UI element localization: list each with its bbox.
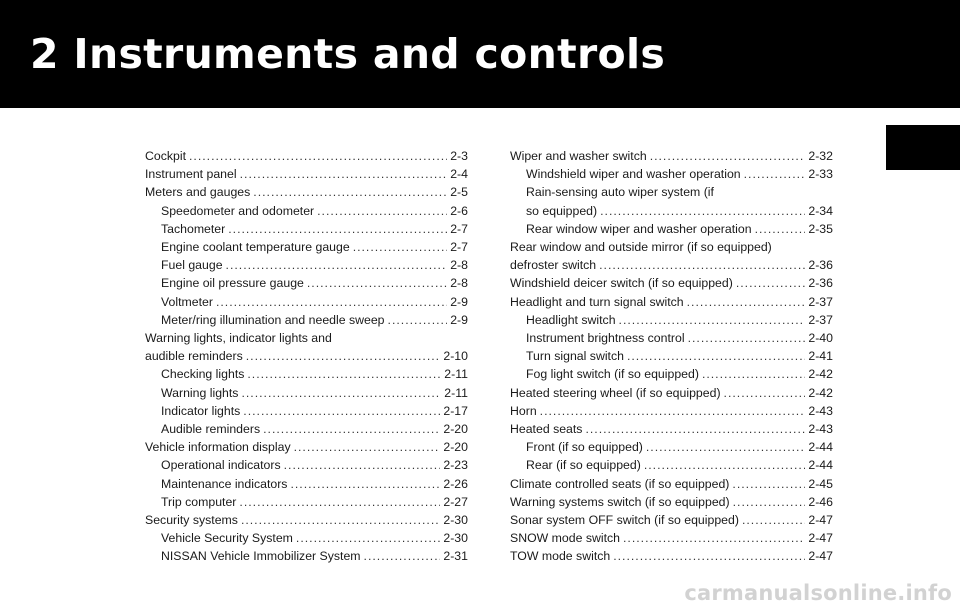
toc-entry-title: Climate controlled seats (if so equipped) (510, 476, 730, 491)
toc-entry-title: Warning lights (161, 385, 239, 400)
toc-dot-leader (732, 475, 805, 493)
toc-dot-leader (600, 202, 805, 220)
toc-entry[interactable] (510, 511, 833, 529)
toc-entry[interactable] (145, 293, 468, 311)
toc-dot-leader (239, 493, 440, 511)
toc-entry[interactable] (510, 438, 833, 456)
toc-entry[interactable] (145, 456, 468, 474)
toc-entry-title: Indicator lights (161, 403, 241, 418)
toc-entry-page: 2-47 (808, 549, 833, 564)
toc-entry[interactable] (145, 365, 468, 383)
toc-entry-title: Warning lights, indicator lights and (145, 331, 332, 346)
chapter-title: 2 Instruments and controls (30, 30, 666, 78)
toc-entry-page: 2-27 (443, 494, 468, 509)
toc-dot-leader (599, 256, 805, 274)
watermark: carmanualsonline.info (684, 581, 952, 605)
toc-entry[interactable] (510, 347, 833, 365)
toc-entry-page: 2-30 (443, 513, 468, 528)
toc-entry-page: 2-37 (808, 312, 833, 327)
toc-entry-title: Operational indicators (161, 458, 281, 473)
toc-dot-leader (364, 547, 441, 565)
toc-entry[interactable] (510, 402, 833, 420)
toc-entry[interactable] (510, 365, 833, 383)
toc-entry-title: Headlight switch (526, 312, 616, 327)
toc-entry-title: Speedometer and odometer (161, 203, 315, 218)
toc-entry[interactable] (510, 547, 833, 565)
toc-entry-page: 2-35 (808, 221, 833, 236)
toc-dot-leader (294, 438, 441, 456)
toc-entry-title: Windshield deicer switch (if so equipped) (510, 276, 733, 291)
toc-entry[interactable] (510, 329, 833, 347)
toc-entry[interactable] (145, 493, 468, 511)
toc-dot-leader (247, 365, 441, 383)
toc-entry-title: Fog light switch (if so equipped) (526, 367, 699, 382)
toc-entry-title: NISSAN Vehicle Immobilizer System (161, 549, 361, 564)
toc-entry-title: Security systems (145, 513, 238, 528)
toc-entry[interactable] (145, 220, 468, 238)
toc-entry-page: 2-7 (450, 221, 468, 236)
toc-dot-leader (226, 256, 448, 274)
toc-dot-leader (736, 274, 806, 292)
toc-entry-title: Engine oil pressure gauge (161, 276, 304, 291)
toc-entry-title: Trip computer (161, 494, 237, 509)
toc-entry-page: 2-44 (808, 458, 833, 473)
toc-dot-leader (733, 493, 806, 511)
toc-entry-page: 2-4 (450, 167, 468, 182)
toc-entry[interactable] (510, 147, 833, 165)
toc-entry[interactable] (510, 274, 833, 292)
toc-dot-leader (189, 147, 447, 165)
toc-entry[interactable] (510, 165, 833, 183)
toc-dot-leader (263, 420, 440, 438)
toc-dot-leader (650, 147, 806, 165)
toc-entry[interactable] (145, 274, 468, 292)
toc-entry-title: Meters and gauges (145, 185, 251, 200)
toc-dot-leader (724, 384, 806, 402)
toc-entry-title: Vehicle Security System (161, 531, 293, 546)
toc-dot-leader (284, 456, 441, 474)
toc-entry-page: 2-43 (808, 422, 833, 437)
toc-entry-page: 2-36 (808, 276, 833, 291)
toc-dot-leader (613, 547, 805, 565)
toc-dot-leader (627, 347, 805, 365)
toc-entry-title: Front (if so equipped) (526, 440, 643, 455)
toc-entry-page: 2-43 (808, 403, 833, 418)
toc-entry[interactable] (145, 238, 468, 256)
toc-entry[interactable] (510, 220, 833, 238)
toc-entry-page: 2-37 (808, 294, 833, 309)
toc-dot-leader (307, 274, 447, 292)
toc-entry[interactable] (145, 511, 468, 529)
toc-entry-page: 2-41 (808, 349, 833, 364)
toc-entry-title: TOW mode switch (510, 549, 611, 564)
toc-entry-title: Rear window and outside mirror (if so equipped) (510, 240, 772, 255)
toc-entry-title: Heated steering wheel (if so equipped) (510, 385, 721, 400)
toc-entry-title: defroster switch (510, 258, 597, 273)
toc-entry-title: Rear (if so equipped) (526, 458, 641, 473)
toc-entry[interactable] (510, 420, 833, 438)
toc-entry-title: Checking lights (161, 367, 245, 382)
toc-entry-page: 2-47 (808, 531, 833, 546)
toc-dot-leader (241, 511, 440, 529)
toc-dot-leader (687, 293, 806, 311)
toc-entry[interactable] (145, 402, 468, 420)
toc-column-left (145, 147, 468, 566)
toc-entry-title: Instrument brightness control (526, 331, 685, 346)
toc-entry-page: 2-46 (808, 494, 833, 509)
toc-entry-page: 2-5 (450, 185, 468, 200)
toc-entry-page: 2-20 (443, 440, 468, 455)
toc-entry-title: Turn signal switch (526, 349, 624, 364)
toc-entry[interactable] (510, 475, 833, 493)
toc-entry-page: 2-11 (444, 367, 468, 382)
toc-entry-title: Wiper and washer switch (510, 149, 647, 163)
toc-entry-page: 2-9 (450, 312, 468, 327)
toc-entry-page: 2-26 (443, 476, 468, 491)
toc-entry-page: 2-42 (808, 385, 833, 400)
toc-entry[interactable] (510, 311, 833, 329)
toc-entry[interactable] (510, 293, 833, 311)
toc-entry[interactable] (510, 384, 833, 402)
chapter-header-band (0, 0, 960, 108)
toc-dot-leader (246, 347, 441, 365)
toc-entry[interactable] (145, 438, 468, 456)
toc-entry-title: SNOW mode switch (510, 531, 621, 546)
toc-entry-page: 2-33 (808, 167, 833, 182)
toc-entry[interactable] (510, 456, 833, 474)
toc-entry[interactable] (510, 529, 833, 547)
toc-entry-title: Instrument panel (145, 167, 237, 182)
toc-entry-page: 2-44 (808, 440, 833, 455)
toc-entry-page: 2-42 (808, 367, 833, 382)
toc-entry[interactable] (145, 311, 468, 329)
toc-entry-page: 2-32 (808, 149, 833, 163)
toc-entry[interactable] (510, 238, 833, 274)
toc-entry-title: Maintenance indicators (161, 476, 288, 491)
toc-entry[interactable] (145, 165, 468, 183)
toc-dot-leader (688, 329, 806, 347)
toc-dot-leader (216, 293, 447, 311)
toc-dot-leader (240, 165, 448, 183)
toc-entry-page: 2-8 (450, 276, 468, 291)
toc-entry-title: Engine coolant temperature gauge (161, 240, 350, 255)
toc-dot-leader (742, 511, 805, 529)
toc-entry-page: 2-10 (443, 349, 468, 364)
toc-entry-title: Tachometer (161, 221, 226, 236)
toc-dot-leader (241, 384, 441, 402)
toc-entry-page: 2-23 (443, 458, 468, 473)
toc-entry-page: 2-30 (443, 531, 468, 546)
toc-entry[interactable] (145, 256, 468, 274)
toc-entry-page: 2-31 (443, 549, 468, 564)
toc-entry-title: so equipped) (526, 203, 598, 218)
toc-entry-title: Audible reminders (161, 422, 261, 437)
toc-entry[interactable] (145, 420, 468, 438)
toc-dot-leader (290, 475, 440, 493)
toc-dot-leader (644, 456, 806, 474)
toc-entry-title: Meter/ring illumination and needle sweep (161, 312, 385, 327)
toc-entry-title: Headlight and turn signal switch (510, 294, 684, 309)
toc-entry[interactable] (145, 384, 468, 402)
toc-entry-page: 2-40 (808, 331, 833, 346)
toc-entry-page: 2-34 (808, 203, 833, 218)
toc-entry-title: Heated seats (510, 422, 583, 437)
toc-entry[interactable] (510, 493, 833, 511)
toc-dot-leader (228, 220, 447, 238)
toc-dot-leader (755, 220, 806, 238)
toc-entry-title: Fuel gauge (161, 258, 223, 273)
toc-entry-title: Warning systems switch (if so equipped) (510, 494, 730, 509)
toc-entry-page: 2-17 (443, 403, 468, 418)
toc-entry-page: 2-45 (808, 476, 833, 491)
toc-entry[interactable] (145, 475, 468, 493)
toc-entry-title: Sonar system OFF switch (if so equipped) (510, 513, 739, 528)
toc-dot-leader (540, 402, 806, 420)
toc-entry-page: 2-6 (450, 203, 468, 218)
toc-dot-leader (623, 529, 805, 547)
toc-entry-title: Cockpit (145, 149, 187, 163)
toc-entry-page: 2-8 (450, 258, 468, 273)
toc-entry-page: 2-7 (450, 240, 468, 255)
toc-entry-page: 2-20 (443, 422, 468, 437)
toc-column-right (510, 147, 833, 566)
toc-entry-page: 2-11 (444, 385, 468, 400)
chapter-edge-tab (886, 125, 960, 170)
toc-dot-leader (585, 420, 805, 438)
toc-dot-leader (744, 165, 806, 183)
toc-dot-leader (702, 365, 805, 383)
toc-entry-page: 2-36 (808, 258, 833, 273)
toc-entry-title: Horn (510, 403, 537, 418)
toc-entry-page: 2-9 (450, 294, 468, 309)
toc-dot-leader (646, 438, 805, 456)
toc-dot-leader (619, 311, 806, 329)
toc-entry-page: 2-47 (808, 513, 833, 528)
toc-entry[interactable] (145, 529, 468, 547)
toc-dot-leader (317, 202, 447, 220)
toc-entry-title: Rain-sensing auto wiper system (if (526, 185, 714, 200)
toc-entry[interactable] (510, 183, 833, 219)
toc-dot-leader (388, 311, 448, 329)
toc-entry[interactable] (145, 329, 468, 365)
toc-dot-leader (353, 238, 448, 256)
toc-entry[interactable] (145, 547, 468, 565)
toc-entry-title: Vehicle information display (145, 440, 291, 455)
toc-entry[interactable] (145, 147, 468, 165)
toc-entry[interactable] (145, 202, 468, 220)
toc-entry[interactable] (145, 183, 468, 201)
toc-entry-title: audible reminders (145, 349, 243, 364)
toc-entry-title: Rear window wiper and washer operation (526, 221, 752, 236)
toc-entry-title: Windshield wiper and washer operation (526, 167, 741, 182)
toc-entry-page: 2-3 (450, 149, 468, 163)
toc-dot-leader (243, 402, 440, 420)
toc-entry-title: Voltmeter (161, 294, 213, 309)
toc-dot-leader (253, 183, 447, 201)
toc-dot-leader (296, 529, 440, 547)
